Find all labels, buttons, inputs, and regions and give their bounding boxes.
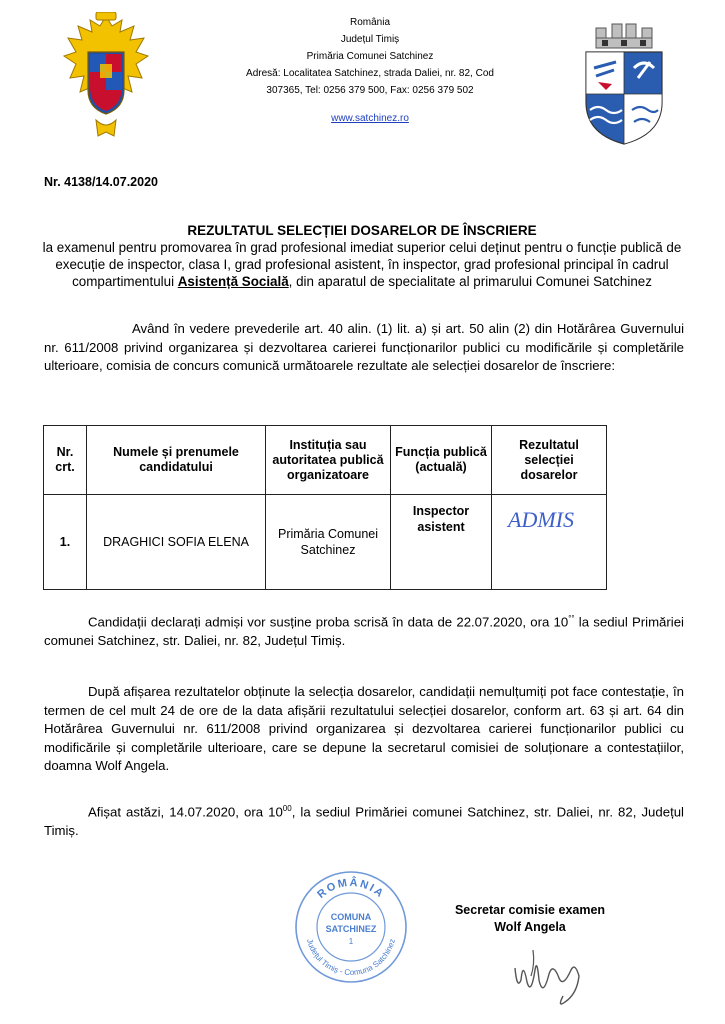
document-number: Nr. 4138/14.07.2020 <box>44 175 158 189</box>
col-header-nr: Nr. crt. <box>44 426 87 495</box>
header-line-phone: 307365, Tel: 0256 379 500, Fax: 0256 379 502 <box>266 85 474 96</box>
contest-paragraph <box>44 683 684 776</box>
document-title: REZULTATUL SELECȚIEI DOSARELOR DE ÎNSCRIERE <box>187 223 537 238</box>
contest-text: După afișarea rezultatelor obținute la selecția dosarelor, candidații nemulțumiți pot face contestație, în termen de cel mult 24 de ore de la data afișării rezultatului selecției dosarelor, conform art. 63 și art. 64 din Hotărârea Guvernului nr. 611/2008 privind organizarea și dezvoltarea carierei funcționarilor publici cu modificările și completările ulterioare, care se depune la secretarul comisiei de soluționare a contestațiilor, doamna Wolf Angela. <box>44 684 684 773</box>
handwritten-signature <box>505 940 595 1010</box>
posted-location-text: , la sediul Primăriei comunei Satchinez, str. Daliei, nr. 82, Județul Timiș. <box>44 804 684 838</box>
official-stamp <box>292 868 410 986</box>
col-header-function: Funcția publică (actuală) <box>391 426 492 495</box>
svg-text:ROMÂNIA: ROMÂNIA <box>315 876 387 901</box>
exam-date-paragraph <box>44 610 684 650</box>
header-line-country: România <box>349 17 391 28</box>
institution-header <box>180 14 560 99</box>
col-header-result: Rezultatul selecției dosarelor <box>492 426 607 495</box>
website-line <box>180 113 560 124</box>
results-table <box>43 425 607 590</box>
svg-text:ADMIS: ADMIS <box>508 507 574 532</box>
col-header-institution: Instituția sau autoritatea publică organizatoare <box>266 426 391 495</box>
table-row <box>44 495 607 590</box>
title-block <box>38 222 686 290</box>
svg-text:Județul Timiș - Comuna Satchin: Județul Timiș - Comuna Satchinez <box>305 937 397 978</box>
department-name: Asistență Socială <box>177 274 289 289</box>
svg-text:SATCHINEZ: SATCHINEZ <box>325 924 377 934</box>
exam-location-text: la sediul Primăriei comunei Satchinez, str. Daliei, nr. 82, Județul Timiș. <box>44 614 684 648</box>
satchinez-coat-of-arms <box>578 18 670 148</box>
posted-text: Afișat astăzi, 14.07.2020, ora 10 <box>88 804 283 820</box>
header-line-address: Adresă: Localitatea Satchinez, strada Daliei, nr. 82, Cod <box>246 68 494 79</box>
signer-name: Wolf Angela <box>494 920 566 934</box>
header-line-institution: Primăria Comunei Satchinez <box>306 51 434 62</box>
cell-result <box>492 495 607 590</box>
posted-time-minutes: 00 <box>282 804 292 813</box>
website-link[interactable]: www.satchinez.ro <box>331 113 409 124</box>
posted-paragraph <box>44 800 684 840</box>
subtitle-text: la examenul pentru promovarea în grad profesional imediat superior celui deținut pentru o funcție publică de execuție de inspector, clasa I, grad profesional asistent, în inspector, grad profesional principal în cadrul compartimentului <box>42 240 682 289</box>
header-line-county: Județul Timiș <box>340 34 400 45</box>
cell-institution: Primăria Comunei Satchinez <box>266 495 391 590</box>
subtitle-text-end: , din aparatul de specialitate al primarului Comunei Satchinez <box>288 274 652 289</box>
cell-function: Inspector asistent <box>391 495 492 590</box>
document-subtitle <box>38 239 686 290</box>
signer-role: Secretar comisie examen <box>454 903 606 917</box>
cell-name: DRAGHICI SOFIA ELENA <box>87 495 266 590</box>
table-header-row <box>44 426 607 495</box>
svg-text:1: 1 <box>348 937 354 946</box>
svg-text:COMUNA: COMUNA <box>330 912 372 922</box>
signature-block <box>420 902 640 936</box>
exam-date-text: Candidații declarați admiși vor susține proba scrisă în data de 22.07.2020, ora 10 <box>88 614 569 630</box>
romania-coat-of-arms <box>60 12 152 142</box>
col-header-name: Numele și prenumele candidatului <box>87 426 266 495</box>
intro-paragraph <box>44 320 684 376</box>
intro-text: Având în vedere prevederile art. 40 alin. (1) lit. a) și art. 50 alin (2) din Hotărârea Guvernului nr. 611/2008 privind organizarea și dezvoltarea carierei funcționarilor publici cu modificările și completările ulterioare, comisia de concurs comunică următoarele rezultate ale selecției dosarelor de înscriere: <box>44 321 684 373</box>
exam-time-minutes: °° <box>568 614 575 623</box>
cell-nr: 1. <box>44 495 87 590</box>
handwritten-admis <box>500 501 598 537</box>
